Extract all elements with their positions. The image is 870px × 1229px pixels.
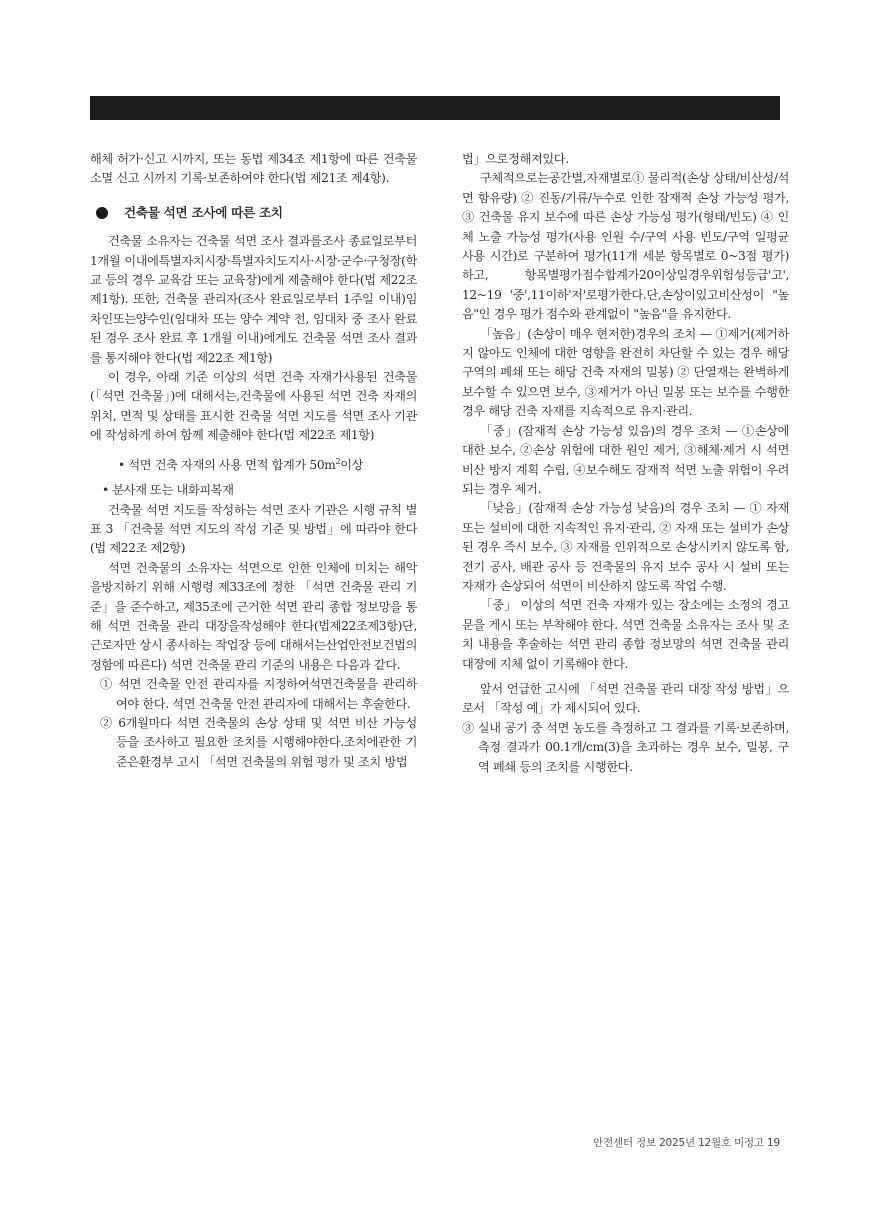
paragraph: 해체 허가·신고 시까지, 또는 동법 제34조 제1항에 따른 건축물 소멸 신고 시까지 기록·보존하여야 한다(법 제21조 제4항). [90,152,417,186]
section-heading-text: 건축물 석면 조사에 따른 조치 [124,204,283,220]
section-heading [90,203,417,222]
bullet-item: • 분사재 또는 내화피복재 [102,483,234,498]
right-column [462,150,789,777]
paragraph: 「중」(잠재적 손상 가능성 있음)의 경우 조치 — ①손상에 대한 보수, ②손상 위험에 대한 원인 제거, ③해체·제거 시 석면 비산 방지 계획 수립, ④보수해도 잠재적 석면 노출 위험이 우려되는 경우 제거. [462,423,789,496]
paragraph: 「높음」(손상이 매우 현저한)경우의 조치 — ①제거(제거하지 않아도 인체에 대한 영향을 완전히 차단할 수 있는 경우 해당 구역의 폐쇄 또는 해당 건축 자재의 밀봉) ② 단열재는 완벽하게 보수할 수 있으면 보수, ③제거가 아닌 밀봉 또는 보수를 수행한 경우 해당 건축 자재를 지속적으로 유지·관리. [462,326,789,419]
paragraph: 「낮음」(잠재적 손상 가능성 낮음)의 경우 조치 — ① 자재 또는 설비에 대한 지속적인 유지·관리, ② 자재 또는 설비가 손상된 경우 즉시 보수, ③ 자재를 인위적으로 손상시키지 않도록 함, 전기 공사, 배관 공사 등 건축물의 유지 보수 공사 시 설비 또는 자재가 손상되어 석면이 비산하지 않도록 작업 수행. [462,501,789,593]
numbered-item: ③ 실내 공기 중 석면 농도를 측정하고 그 결과를 기록·보존하며, 측정 결과가 00.1개/cm(3)을 초과하는 경우 보수, 밀봉, 구역 폐쇄 등의 조치를 시행한다. [462,720,789,774]
paragraph: 석면 건축물의 소유자는 석면으로 인한 인체에 미치는 해악을방지하기 위해 시행령 제33조에 정한 「석면 건축물 관리 기준」을 준수하고, 제35조에 근거한 석면 관리 종합 정보망을 통해 석면 건축물 관리 대장을작성해야 한다(법제22조제3항)단, 근로자만 상시 종사하는 작업장 등에 대해서는산업안전보건법의 정함에 따른다) 석면 건축물 관리 기준의 내용은 다음과 같다. [90,560,417,672]
bullet-circle-icon [96,207,108,219]
paragraph: 이 경우, 아래 기준 이상의 석면 건축 자재가사용된 건축물(「석면 건축물」)에 대해서는,건축물에 사용된 석면 건축 자재의 위치, 면적 및 상태를 표시한 건축물 석면 지도를 석면 조사 기관에 작성하게 하여 함께 제출해야 한다(법 제22조 제1항) [90,370,417,443]
page-footer: 안전센터 정보 2025년 12월호 미정고 19 [593,1137,780,1149]
bullet-item [90,452,417,475]
numbered-item: ① 석면 건축물 안전 관리자를 지정하여석면건축물을 관리하여야 한다. 석면 건축물 안전 관리자에 대해서는 후술한다. [100,677,417,711]
paragraph: 구체적으로는공간별,자재별로① 물리적(손상 상태/비산성/석면 함유량) ② 진동/기류/누수로 인한 잠재적 손상 가능성 평가, ③ 건축물 유지 보수에 따른 손상 가능성 평가(형태/빈도) ④ 인체 노출 가능성 평가(사용 인원 수/구역 사용 빈도/구역 일평균 사용 시간)로 구분하여 평가(11개 세분 항목별로 0~3점 평가)하고, 항목별평가점수합계가20이상일경우위험성등급'고', 12~19 '중',11이하'저'로평가한다.단,손상이있고비산성이 "높음"인 경우 평가 점수와 관계없이 "높음"을 유지한다. [462,171,789,322]
paragraph: 건축물 소유자는 건축물 석면 조사 결과를조사 종료일로부터 1개월 이내에특별자치시장·특별자치도지사·시장·군수·구청장(학교 등의 경우 교육감 또는 교육장)에게 제출해야 한다(법 제22조 제1항). 또한, 건축물 관리자(조사 완료일로부터 1주일 이내)임차인또는양수인(임대차 또는 양수 계약 전, 임대차 중 조사 완료된 경우 조사 완료 후 1개월 이내)에게도 건축물 석면 조사 결과를 통지해야 한다(법 제22조 제1항) [90,234,417,365]
paragraph: 건축물 석면 지도를 작성하는 석면 조사 기관은 시행 규칙 별표 3 「건축물 석면 지도의 작성 기준 및 방법」에 따라야 한다(법 제22조 제2항) [90,502,417,556]
paragraph: 법」으로정해져있다. [462,152,569,166]
bullet-item-text: • 석면 건축 자재의 사용 면적 합계가 50m [118,457,336,472]
header-bar [90,96,780,120]
paragraph: 「중」 이상의 석면 건축 자재가 있는 장소에는 소정의 경고문을 게시 또는 부착해야 한다. 석면 건축물 소유자는 조사 및 조치 내용을 후술하는 석면 관리 종합 정보망의 석면 건축물 관리 대장에 지체 없이 기록해야 한다. [462,598,789,671]
paragraph: 앞서 언급한 고시에 「석면 건축물 관리 대장 작성 방법」으로서 「작성 예」가 제시되어 있다. [462,681,789,716]
superscript: 2 [335,456,341,466]
left-column [90,150,417,772]
numbered-item: ② 6개월마다 석면 건축물의 손상 상태 및 석면 비산 가능성 등을 조사하고 필요한 조치를 시행해야한다.조치에관한 기준은환경부 고시 「석면 건축물의 위험 평가 및 조치 방법 [100,716,417,769]
bullet-item-tail: 이상 [340,457,364,472]
